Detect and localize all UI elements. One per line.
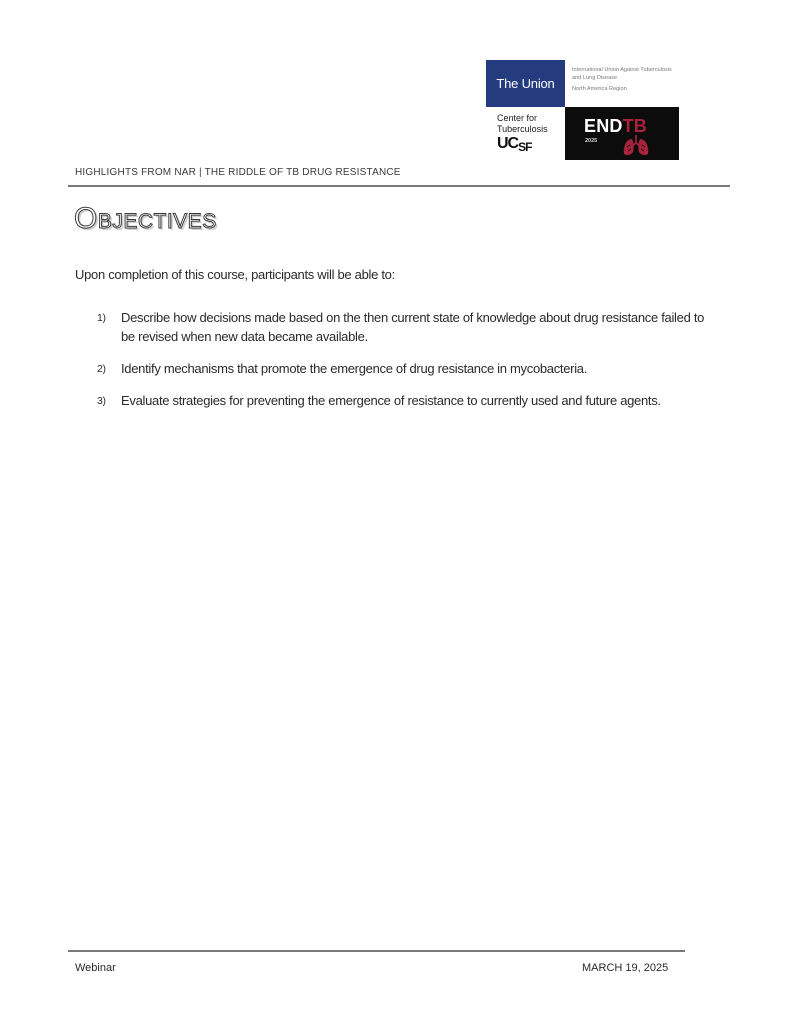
objective-item	[97, 308, 717, 346]
endtb-word-end: END	[584, 116, 623, 136]
lungs-icon	[621, 133, 651, 157]
the-union-logo-text: The Union	[496, 76, 555, 91]
ucsf-wordmark-sub: SF	[518, 140, 532, 154]
footer-event-type: Webinar	[75, 962, 116, 974]
objective-text: Identify mechanisms that promote the emergence of drug resistance in mycobacteria.	[121, 361, 588, 376]
objective-text: Describe how decisions made based on the then current state of knowledge about drug resistance failed to be revised when new data became available.	[121, 310, 705, 344]
endtb-year: 2025	[585, 138, 598, 144]
objective-number: 3)	[97, 395, 106, 407]
objective-number: 2)	[97, 363, 106, 375]
endtb-logo	[565, 107, 679, 160]
union-tagline-text: International Union Against Tuberculosis and Lung Disease	[572, 67, 672, 81]
objective-item	[97, 391, 717, 410]
endtb-word-tb: TB	[622, 116, 648, 136]
ucsf-center-text: Center for Tuberculosis	[497, 113, 548, 134]
page-title: Objectives	[74, 202, 217, 235]
intro-text: Upon completion of this course, participants will be able to:	[75, 267, 395, 282]
footer-date: MARCH 19, 2025	[582, 962, 669, 974]
footer-divider	[68, 950, 685, 952]
objective-number: 1)	[97, 312, 106, 324]
ucsf-wordmark	[497, 135, 561, 154]
header-divider	[68, 185, 730, 187]
union-tagline	[572, 67, 682, 94]
ucsf-center-logo	[497, 113, 561, 153]
objective-item	[97, 359, 717, 378]
the-union-logo	[486, 60, 565, 107]
union-region-text: North America Region	[572, 86, 627, 92]
ucsf-wordmark-main: UC	[497, 135, 519, 152]
objectives-list	[97, 308, 717, 423]
document-header: HIGHLIGHTS FROM NAR | THE RIDDLE OF TB DRUG RESISTANCE	[75, 167, 401, 178]
objective-text: Evaluate strategies for preventing the emergence of resistance to currently used and future agents.	[121, 393, 661, 408]
